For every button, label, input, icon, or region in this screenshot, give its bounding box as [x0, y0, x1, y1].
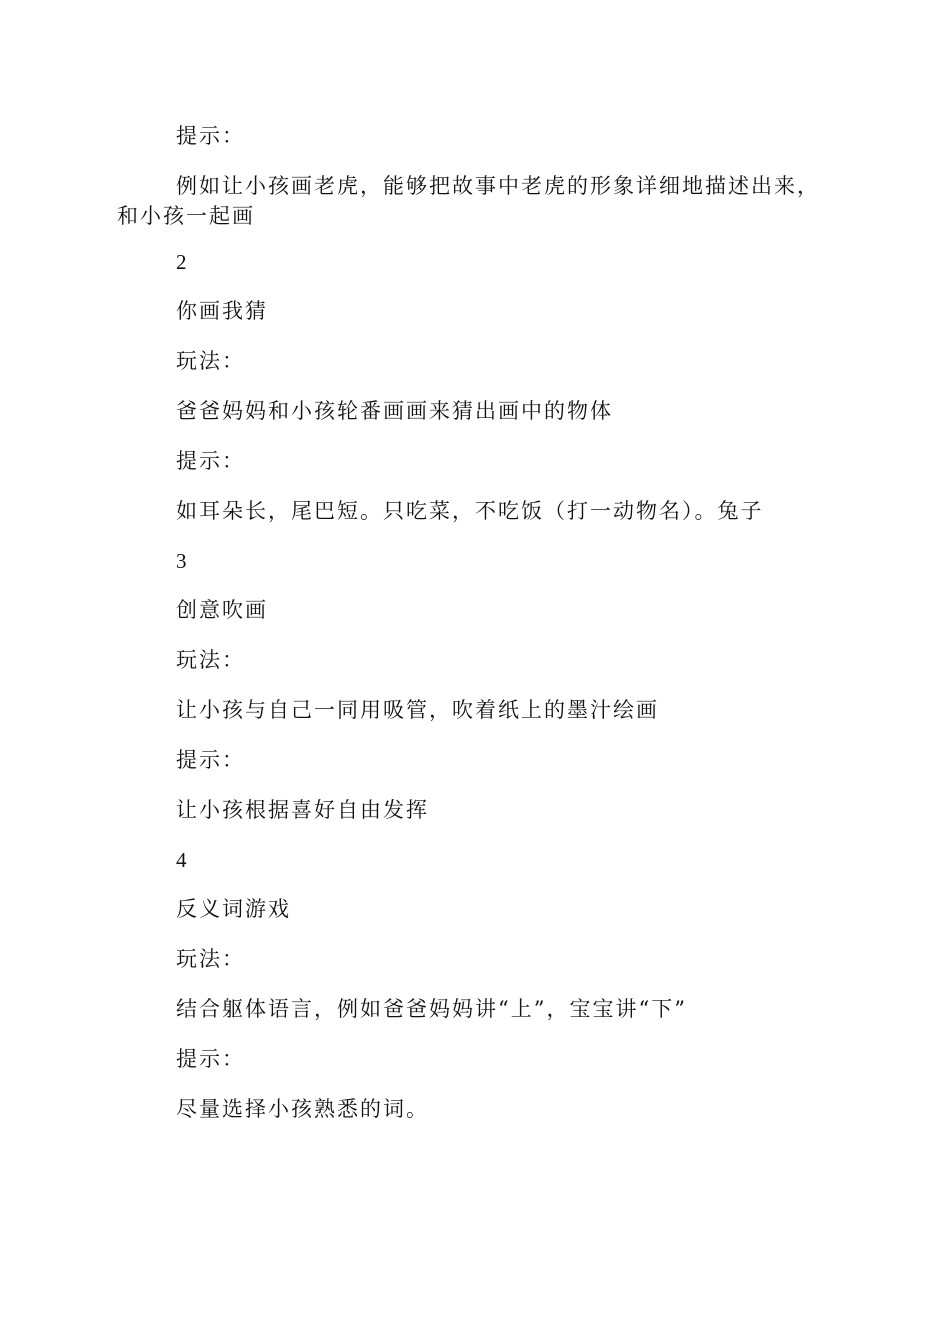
rules-label: 玩法：	[176, 648, 245, 672]
rules-paragraph: 结合躯体语言，例如爸爸妈妈讲“上”，宝宝讲“下”	[176, 997, 687, 1021]
hint-label: 提示：	[176, 1047, 245, 1071]
section-number: 2	[176, 250, 187, 274]
section-title: 反义词游戏	[176, 897, 291, 921]
hint-paragraph: 例如让小孩画老虎，能够把故事中老虎的形象详细地描述出来，和小孩一起画	[117, 174, 820, 228]
hint-label: 提示：	[176, 124, 245, 148]
rules-paragraph: 爸爸妈妈和小孩轮番画画来猜出画中的物体	[176, 399, 613, 423]
section-title: 你画我猜	[176, 299, 268, 323]
rules-label: 玩法：	[176, 947, 245, 971]
section-number: 3	[176, 549, 187, 573]
hint-paragraph: 尽量选择小孩熟悉的词。	[176, 1097, 429, 1121]
hint-paragraph: 如耳朵长，尾巴短。只吃菜，不吃饭（打一动物名）。兔子	[176, 499, 764, 523]
section-title: 创意吹画	[176, 598, 268, 622]
rules-paragraph: 让小孩与自己一同用吸管，吹着纸上的墨汁绘画	[176, 698, 659, 722]
hint-label: 提示：	[176, 748, 245, 772]
hint-label: 提示：	[176, 449, 245, 473]
hint-paragraph: 让小孩根据喜好自由发挥	[176, 798, 429, 822]
section-number: 4	[176, 848, 187, 872]
rules-label: 玩法：	[176, 349, 245, 373]
